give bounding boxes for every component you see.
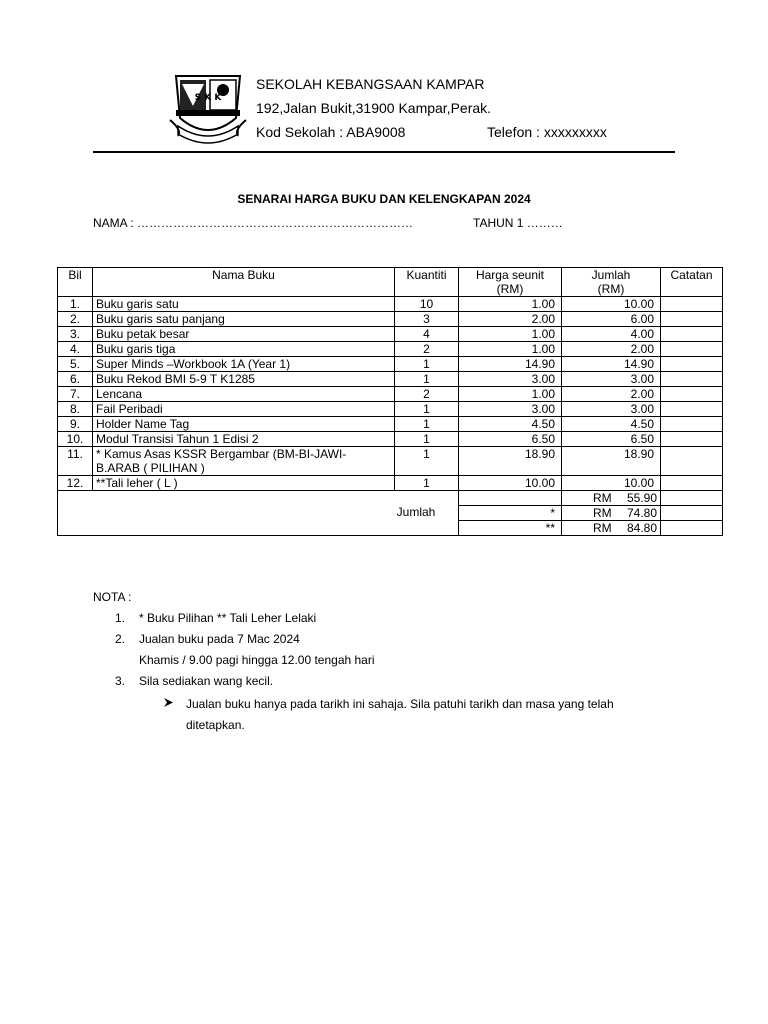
row-jumlah (562, 432, 661, 447)
table-row (58, 402, 723, 417)
row-jumlah-text: 4.00 (630, 327, 654, 341)
book-price-table (57, 267, 723, 536)
row-bil-text: 12. (66, 476, 84, 490)
row-nama-buku (93, 342, 395, 357)
row-harga-seunit (459, 402, 562, 417)
row-harga-seunit (459, 417, 562, 432)
row-bil-text: 2. (69, 312, 80, 326)
total-mark: * (550, 506, 555, 520)
row-jumlah (562, 387, 661, 402)
note-item (93, 671, 656, 692)
total-cell (562, 521, 661, 536)
row-kuantiti-text: 1 (423, 402, 430, 416)
row-bil (58, 327, 93, 342)
row-kuantiti-text: 2 (423, 387, 430, 401)
header-nama-buku: Nama Buku (93, 268, 395, 297)
summary-row-1 (58, 491, 723, 506)
row-bil (58, 417, 93, 432)
note-text: * Buku Pilihan ** Tali Leher Lelaki (139, 611, 317, 625)
notes-section (93, 587, 656, 736)
row-harga-seunit (459, 432, 562, 447)
total-cell (562, 491, 661, 506)
row-nama-buku-continuation: B.ARAB ( PILIHAN ) (96, 461, 205, 475)
row-catatan (661, 432, 723, 447)
row-harga-seunit (459, 327, 562, 342)
row-kuantiti (395, 297, 459, 312)
header-kuantiti: Kuantiti (395, 268, 459, 297)
svg-text:S K K: S K K (194, 93, 222, 103)
row-kuantiti (395, 342, 459, 357)
table-row (58, 327, 723, 342)
row-nama-buku-text: Holder Name Tag (96, 417, 190, 431)
row-bil (58, 402, 93, 417)
total-mark: ** (545, 521, 555, 535)
row-nama-buku (93, 312, 395, 327)
row-jumlah-text: 18.90 (623, 447, 654, 461)
row-bil-text: 5. (69, 357, 80, 371)
row-catatan (661, 447, 723, 476)
row-harga-seunit (459, 312, 562, 327)
row-bil (58, 357, 93, 372)
header-jumlah-label: Jumlah (591, 268, 631, 282)
row-harga-seunit-text: 4.50 (531, 417, 555, 431)
row-catatan (661, 327, 723, 342)
row-nama-buku (93, 417, 395, 432)
row-bil (58, 432, 93, 447)
row-jumlah-text: 2.00 (630, 342, 654, 356)
row-catatan (661, 357, 723, 372)
row-jumlah (562, 357, 661, 372)
note-number: 2. (115, 632, 126, 646)
note-item (93, 629, 656, 650)
table-row (58, 372, 723, 387)
table-header-row (58, 268, 723, 297)
row-kuantiti (395, 476, 459, 491)
row-catatan (661, 297, 723, 312)
row-bil (58, 372, 93, 387)
row-kuantiti (395, 432, 459, 447)
row-nama-buku (93, 297, 395, 312)
row-catatan (661, 402, 723, 417)
row-nama-buku-text: Buku garis tiga (96, 342, 176, 356)
arrow-bullet-icon (163, 694, 174, 715)
row-kuantiti-text: 10 (419, 297, 434, 311)
year-field[interactable]: TAHUN 1 ……… (473, 216, 563, 230)
table-row (58, 432, 723, 447)
table-row (58, 476, 723, 491)
row-bil-text: 4. (69, 342, 80, 356)
total-mark-cell (459, 521, 562, 536)
row-catatan (661, 476, 723, 491)
row-harga-seunit-text: 14.90 (524, 357, 555, 371)
row-bil (58, 312, 93, 327)
total-amount: 74.80 (626, 506, 657, 520)
summary-label: Jumlah (396, 505, 436, 519)
row-harga-seunit-text: 1.00 (531, 327, 555, 341)
note-number: 1. (115, 611, 126, 625)
row-jumlah-text: 14.90 (623, 357, 654, 371)
row-kuantiti-text: 1 (423, 447, 430, 461)
row-jumlah-text: 3.00 (630, 402, 654, 416)
document-title: SENARAI HARGA BUKU DAN KELENGKAPAN 2024 (237, 192, 531, 206)
row-jumlah-text: 6.00 (630, 312, 654, 326)
row-jumlah (562, 342, 661, 357)
row-kuantiti-text: 1 (423, 372, 430, 386)
row-kuantiti-text: 3 (423, 312, 430, 326)
total-amount: 55.90 (626, 491, 657, 505)
row-nama-buku (93, 447, 395, 476)
row-bil (58, 297, 93, 312)
row-nama-buku (93, 327, 395, 342)
total-currency: RM (593, 521, 612, 535)
row-harga-seunit-text: 6.50 (531, 432, 555, 446)
header-jumlah (562, 268, 661, 297)
header-jumlah-unit: (RM) (597, 282, 625, 296)
table-row (58, 417, 723, 432)
row-kuantiti-text: 2 (423, 342, 430, 356)
row-bil-text: 3. (69, 327, 80, 341)
row-harga-seunit (459, 297, 562, 312)
row-bil-text: 7. (69, 387, 80, 401)
total-catatan (661, 506, 723, 521)
row-nama-buku-text: * Kamus Asas KSSR Bergambar (BM-BI-JAWI- (96, 447, 347, 461)
row-nama-buku (93, 476, 395, 491)
row-jumlah-text: 6.50 (630, 432, 654, 446)
row-nama-buku (93, 432, 395, 447)
row-jumlah-text: 4.50 (630, 417, 654, 431)
total-mark-cell (459, 506, 562, 521)
total-catatan (661, 491, 723, 506)
row-jumlah (562, 476, 661, 491)
row-harga-seunit (459, 342, 562, 357)
table-row (58, 342, 723, 357)
row-bil-text: 8. (69, 402, 80, 416)
school-address: 192,Jalan Bukit,31900 Kampar,Perak. (256, 100, 492, 116)
row-kuantiti (395, 447, 459, 476)
row-bil-text: 6. (69, 372, 80, 386)
row-kuantiti (395, 357, 459, 372)
row-kuantiti (395, 372, 459, 387)
row-bil-text: 11. (67, 447, 83, 461)
row-jumlah-text: 3.00 (630, 372, 654, 386)
row-harga-seunit (459, 387, 562, 402)
name-field[interactable]: NAMA : …………………………………………………………… (93, 216, 414, 230)
row-harga-seunit-text: 1.00 (531, 387, 555, 401)
total-catatan (661, 521, 723, 536)
row-kuantiti-text: 4 (423, 327, 430, 341)
row-jumlah (562, 417, 661, 432)
row-kuantiti (395, 402, 459, 417)
row-jumlah-text: 10.00 (623, 297, 654, 311)
row-kuantiti (395, 417, 459, 432)
row-harga-seunit-text: 2.00 (531, 312, 555, 326)
row-catatan (661, 342, 723, 357)
row-jumlah (562, 372, 661, 387)
row-catatan (661, 417, 723, 432)
header-divider (93, 151, 675, 153)
school-telephone: Telefon : xxxxxxxxx (487, 124, 607, 140)
row-jumlah (562, 447, 661, 476)
row-catatan (661, 372, 723, 387)
table-row (58, 357, 723, 372)
row-nama-buku (93, 357, 395, 372)
row-kuantiti-text: 1 (423, 357, 430, 371)
row-harga-seunit-text: 3.00 (531, 372, 555, 386)
total-mark-cell (459, 491, 562, 506)
header-catatan: Catatan (661, 268, 723, 297)
total-currency: RM (593, 491, 612, 505)
table-row (58, 447, 723, 476)
note-item (93, 608, 656, 629)
total-amount: 84.80 (626, 521, 657, 535)
row-bil-text: 1. (69, 297, 80, 311)
row-nama-buku-text: Lencana (96, 387, 143, 401)
row-kuantiti (395, 312, 459, 327)
row-harga-seunit (459, 447, 562, 476)
header-harga-seunit (459, 268, 562, 297)
school-name: SEKOLAH KEBANGSAAN KAMPAR (256, 76, 485, 92)
row-harga-seunit-text: 18.90 (524, 447, 555, 461)
row-harga-seunit-text: 1.00 (531, 342, 555, 356)
row-nama-buku-text: Buku Rekod BMI 5-9 T K1285 (96, 372, 255, 386)
row-nama-buku-text: Buku garis satu (96, 297, 179, 311)
row-nama-buku-text: Fail Peribadi (96, 402, 163, 416)
row-bil-text: 9. (69, 417, 80, 431)
row-kuantiti (395, 327, 459, 342)
row-nama-buku (93, 402, 395, 417)
header-harga-label: Harga seunit (475, 268, 545, 282)
row-kuantiti-text: 1 (423, 417, 430, 431)
school-crest-icon (166, 70, 250, 150)
row-nama-buku-text: Super Minds –Workbook 1A (Year 1) (96, 357, 291, 371)
school-code: Kod Sekolah : ABA9008 (256, 124, 406, 140)
row-harga-seunit (459, 372, 562, 387)
row-jumlah-text: 10.00 (623, 476, 654, 490)
row-jumlah (562, 402, 661, 417)
note-text: Sila sediakan wang kecil. (139, 674, 274, 688)
row-kuantiti-text: 1 (423, 476, 430, 490)
row-catatan (661, 312, 723, 327)
notes-heading: NOTA : (93, 590, 132, 604)
table-row (58, 387, 723, 402)
table-row (58, 312, 723, 327)
note-bullet-text: Jualan buku hanya pada tarikh ini sahaja. Sila patuhi tarikh dan masa yang telah ditetapkan. (186, 697, 614, 732)
row-jumlah-text: 2.00 (630, 387, 654, 401)
row-harga-seunit (459, 357, 562, 372)
row-nama-buku (93, 387, 395, 402)
row-kuantiti (395, 387, 459, 402)
table-row (58, 297, 723, 312)
school-info (256, 72, 491, 144)
row-catatan (661, 387, 723, 402)
row-nama-buku-text: Buku petak besar (96, 327, 190, 341)
row-bil (58, 387, 93, 402)
row-nama-buku-text: Buku garis satu panjang (96, 312, 225, 326)
row-bil (58, 476, 93, 491)
row-harga-seunit (459, 476, 562, 491)
total-currency: RM (593, 506, 612, 520)
row-harga-seunit-text: 1.00 (531, 297, 555, 311)
row-kuantiti-text: 1 (423, 432, 430, 446)
row-jumlah (562, 297, 661, 312)
header-harga-unit: (RM) (496, 282, 524, 296)
total-cell (562, 506, 661, 521)
header-bil: Bil (58, 268, 93, 297)
row-bil-text: 10. (66, 432, 84, 446)
row-bil (58, 447, 93, 476)
note-number: 3. (115, 674, 126, 688)
row-harga-seunit-text: 3.00 (531, 402, 555, 416)
row-nama-buku-text: **Tali leher ( L ) (96, 476, 178, 490)
row-nama-buku (93, 372, 395, 387)
note-text: Jualan buku pada 7 Mac 2024 (139, 632, 300, 646)
row-jumlah (562, 327, 661, 342)
row-nama-buku-text: Modul Transisi Tahun 1 Edisi 2 (96, 432, 259, 446)
note-bullet (93, 694, 656, 736)
row-bil (58, 342, 93, 357)
row-harga-seunit-text: 10.00 (524, 476, 555, 490)
row-jumlah (562, 312, 661, 327)
note-subtext: Khamis / 9.00 pagi hingga 12.00 tengah hari (139, 653, 375, 667)
summary-label-cell (58, 491, 459, 536)
